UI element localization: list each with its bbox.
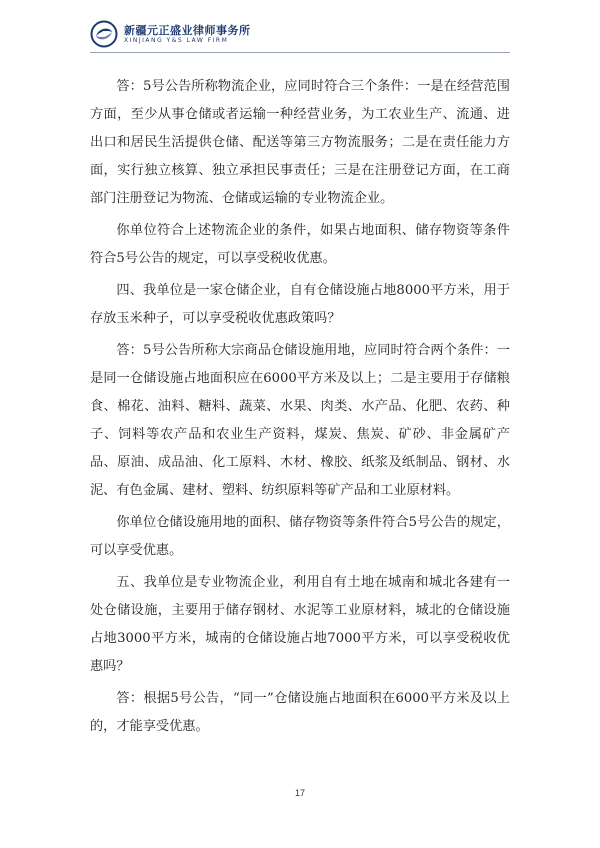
- paragraph: 五、我单位是专业物流企业，利用自有土地在城南和城北各建有一处仓储设施，主要用于储存钢材、水泥等工业原材料，城北的仓储设施占地3000平方米，城南的仓储设施占地7000平方米，可以享受税收优惠吗？: [90, 575, 510, 674]
- document-body: [90, 73, 510, 745]
- page-header: [90, 20, 510, 50]
- header-divider: [90, 52, 510, 53]
- paragraph: 答：5号公告所称大宗商品仓储设施用地，应同时符合两个条件：一是同一仓储设施占地面积应在6000平方米及以上；二是主要用于存储粮食、棉花、油料、糖料、蔬菜、水果、肉类、水产品、化肥、农药、种子、饲料等农产品和农业生产资料，煤炭、焦炭、矿砂、非金属矿产品、原油、成品油、化工原料、木材、橡胶、纸浆及纸制品、钢材、水泥、有色金属、建材、塑料、纺织原料等矿产品和工业原材料。: [90, 343, 510, 498]
- firm-name-cn: 新疆元正盛业律师事务所: [124, 24, 251, 37]
- paragraph: 答：根据5号公告，“同一”仓储设施占地面积在6000平方米及以上的，才能享受优惠。: [90, 691, 510, 734]
- paragraph: 你单位符合上述物流企业的条件，如果占地面积、储存物资等条件符合5号公告的规定，可以享受税收优惠。: [90, 223, 510, 266]
- paragraph: 你单位仓储设施用地的面积、储存物资等条件符合5号公告的规定，可以享受优惠。: [90, 515, 510, 558]
- paragraph: 答：5号公告所称物流企业，应同时符合三个条件：一是在经营范围方面，至少从事仓储或者运输一种经营业务，为工农业生产、流通、进出口和居民生活提供仓储、配送等第三方物流服务；二是在责任能力方面，实行独立核算、独立承担民事责任；三是在注册登记方面，在工商部门注册登记为物流、仓储或运输的专业物流企业。: [90, 79, 510, 206]
- law-firm-logo-icon: [90, 20, 118, 48]
- page-number: 17: [294, 788, 305, 798]
- paragraph: 四、我单位是一家仓储企业，自有仓储设施占地8000平方米，用于存放玉米种子，可以享受税收优惠政策吗？: [90, 283, 510, 326]
- firm-name-en: XINJIANG Y&S LAW FIRM: [124, 37, 229, 44]
